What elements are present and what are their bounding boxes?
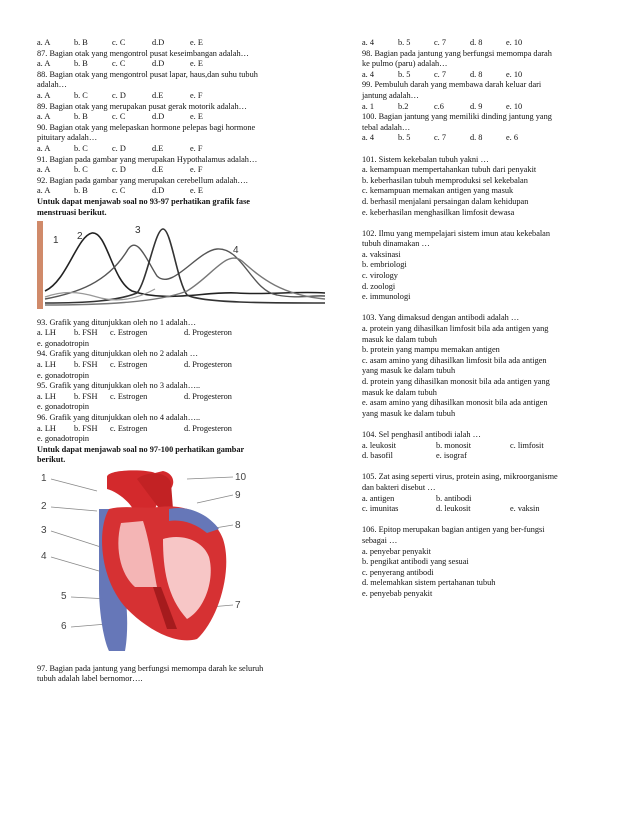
text-line: 104. Sel penghasil antibodi ialah … bbox=[362, 429, 481, 439]
answer-option: c. Estrogen bbox=[110, 328, 148, 338]
answer-option: a. leukosit bbox=[362, 440, 397, 450]
text-line: b. keberhasilan tubuh memproduksi sel kekebalan bbox=[362, 175, 528, 185]
answer-option: b. C bbox=[74, 90, 88, 100]
text-line: masuk ke dalam tubuh bbox=[362, 387, 437, 397]
answer-option: d.D bbox=[152, 186, 165, 196]
answer-options bbox=[37, 165, 327, 176]
answer-option: c. Estrogen bbox=[110, 391, 148, 401]
answer-option: e. F bbox=[190, 90, 203, 100]
answer-options bbox=[362, 494, 607, 505]
question-block bbox=[362, 525, 607, 599]
question-block bbox=[362, 430, 607, 462]
answer-option: b. C bbox=[74, 143, 88, 153]
instruction-line: menstruasi berikut. bbox=[37, 207, 107, 217]
answer-option: e. F bbox=[190, 165, 203, 175]
answer-option: d.D bbox=[152, 59, 165, 69]
text-line: 89. Bagian otak yang merupakan pusat gerak motorik adalah… bbox=[37, 101, 247, 111]
answer-options bbox=[362, 133, 607, 144]
question-block bbox=[362, 155, 607, 219]
block-gap bbox=[362, 303, 607, 314]
text-line: e. gonadotropin bbox=[37, 338, 90, 348]
answer-option: e. 10 bbox=[506, 101, 523, 111]
answer-option: d. Progesteron bbox=[184, 391, 232, 401]
text-line: 105. Zat asing seperti virus, protein asing, mikroorganisme bbox=[362, 472, 558, 482]
text-line: 92. Bagian pada gambar yang merupakan cerebellum adalah…. bbox=[37, 175, 248, 185]
question-block bbox=[362, 38, 607, 144]
block-gap bbox=[362, 515, 607, 526]
text-line: e. gonadotropin bbox=[37, 434, 90, 444]
answer-option: a. LH bbox=[37, 328, 56, 338]
instruction-line: Untuk dapat menjawab soal no 93-97 perhatikan grafik fase bbox=[37, 196, 250, 206]
heart-label: 10 bbox=[235, 472, 247, 483]
block-gap bbox=[362, 462, 607, 473]
answer-option: a. A bbox=[37, 112, 51, 122]
answer-options bbox=[37, 424, 327, 435]
answer-options bbox=[37, 38, 327, 49]
text-line: 98. Bagian pada jantung yang berfungsi memompa darah bbox=[362, 48, 552, 58]
answer-option: b. monosit bbox=[436, 440, 472, 450]
text-line: sebagai … bbox=[362, 535, 398, 545]
questions-86-92 bbox=[37, 38, 327, 197]
right-column bbox=[362, 38, 607, 599]
answer-options bbox=[362, 38, 607, 49]
answer-options bbox=[37, 91, 327, 102]
text-line: a. protein yang dihasilkan limfosit bila ada antigen yang bbox=[362, 324, 549, 334]
text-line: d. protein yang dihasilkan monosit bila ada antigen yang bbox=[362, 377, 550, 386]
answer-option: d. Progesteron bbox=[184, 328, 232, 338]
instruction-line: Untuk dapat menjawab soal no 97-100 perhatikan gambar bbox=[37, 444, 245, 454]
answer-option: a. 4 bbox=[362, 133, 374, 143]
answer-option: c. D bbox=[112, 90, 126, 100]
answer-option: e. isograf bbox=[436, 451, 467, 461]
answer-option: c. D bbox=[112, 165, 126, 175]
heart-diagram bbox=[37, 469, 327, 661]
answer-option: c. C bbox=[112, 38, 126, 47]
answer-option: d. 9 bbox=[470, 101, 483, 111]
heart-label: 2 bbox=[41, 501, 47, 512]
text-line: 102. Ilmu yang mempelajari sistem imun atau kekebalan bbox=[362, 228, 551, 238]
instruction-heart bbox=[37, 445, 327, 466]
answer-option: d. basofil bbox=[362, 451, 393, 461]
text-line: e. asam amino yang dihasilkan monosit bila ada antigen bbox=[362, 398, 548, 408]
question-block bbox=[362, 229, 607, 303]
question-block bbox=[362, 313, 607, 419]
answer-option: b. 5 bbox=[398, 38, 411, 47]
answer-option: c. 7 bbox=[434, 38, 446, 47]
answer-option: a. LH bbox=[37, 360, 56, 370]
answer-options bbox=[362, 504, 607, 515]
text-line: d. zoologi bbox=[362, 281, 396, 291]
left-column bbox=[37, 38, 327, 685]
heart-label: 7 bbox=[235, 600, 241, 611]
text-line: 103. Yang dimaksud dengan antibodi adalah … bbox=[362, 313, 520, 323]
answer-option: e. E bbox=[190, 112, 203, 122]
answer-option: b. B bbox=[74, 186, 88, 196]
answer-option: a. A bbox=[37, 90, 51, 100]
answer-option: a. 4 bbox=[362, 38, 374, 47]
answer-option: b. 5 bbox=[398, 133, 411, 143]
answer-option: d.E bbox=[152, 165, 164, 175]
answer-option: b.2 bbox=[398, 101, 409, 111]
answer-option: c. limfosit bbox=[510, 440, 544, 450]
answer-option: d.D bbox=[152, 38, 165, 47]
text-line: 94. Grafik yang ditunjukkan oleh no 2 adalah … bbox=[37, 349, 199, 359]
answer-option: a. LH bbox=[37, 391, 56, 401]
answer-option: d.E bbox=[152, 90, 164, 100]
text-line: 106. Epitop merupakan bagian antigen yang ber-fungsi bbox=[362, 525, 545, 535]
answer-option: a. LH bbox=[37, 423, 56, 433]
answer-option: b. FSH bbox=[74, 328, 98, 338]
answer-option: b. B bbox=[74, 112, 88, 122]
answer-options bbox=[362, 441, 607, 452]
heart-label: 5 bbox=[61, 591, 67, 602]
block-gap bbox=[362, 419, 607, 430]
text-line: tubuh adalah label bernomor…. bbox=[37, 674, 143, 684]
answer-option: c. imunitas bbox=[362, 504, 399, 514]
text-line: c. asam amino yang dihasilkan limfosit bila ada antigen bbox=[362, 355, 547, 365]
text-line: tebal adalah… bbox=[362, 122, 411, 132]
answer-option: d. Progesteron bbox=[184, 423, 232, 433]
heart-label: 3 bbox=[41, 525, 47, 536]
text-line: e. immunologi bbox=[362, 292, 411, 302]
answer-option: a. A bbox=[37, 59, 51, 69]
text-line: masuk ke dalam tubuh bbox=[362, 334, 437, 344]
text-line: e. gonadotropin bbox=[37, 402, 90, 412]
answer-option: d. Progesteron bbox=[184, 360, 232, 370]
answer-option: e. 6 bbox=[506, 133, 518, 143]
text-line: 99. Pembuluh darah yang membawa darah keluar dari bbox=[362, 80, 542, 90]
text-line: yang masuk ke dalam tubuh bbox=[362, 366, 456, 376]
answer-option: e. F bbox=[190, 143, 203, 153]
answer-option: a. A bbox=[37, 186, 51, 196]
answer-option: a. A bbox=[37, 165, 51, 175]
text-line: 101. Sistem kekebalan tubuh yakni … bbox=[362, 154, 489, 164]
text-line: pituitary adalah… bbox=[37, 133, 98, 143]
answer-option: a. A bbox=[37, 38, 51, 47]
answer-option: e. 10 bbox=[506, 69, 523, 79]
answer-option: a. 1 bbox=[362, 101, 374, 111]
answer-option: e. E bbox=[190, 186, 203, 196]
text-line: 96. Grafik yang ditunjukkan oleh no 4 adalah….. bbox=[37, 413, 201, 423]
answer-option: b. B bbox=[74, 59, 88, 69]
answer-option: d. 8 bbox=[470, 69, 483, 79]
text-line: b. pengikat antibodi yang sesuai bbox=[362, 557, 469, 567]
instruction-graph bbox=[37, 197, 327, 218]
text-line: e. gonadotropin bbox=[37, 370, 90, 380]
text-line: jantung adalah… bbox=[362, 90, 419, 100]
heart-label: 4 bbox=[41, 551, 47, 562]
answer-option: b. FSH bbox=[74, 391, 98, 401]
answer-option: c. 7 bbox=[434, 133, 446, 143]
answer-option: b. antibodi bbox=[436, 493, 472, 503]
heart-label: 6 bbox=[61, 621, 67, 632]
questions-93-96 bbox=[37, 318, 327, 445]
graph-label: 3 bbox=[135, 225, 141, 237]
heart-label: 9 bbox=[235, 490, 241, 501]
text-line: yang masuk ke dalam tubuh bbox=[362, 408, 456, 418]
instruction-line: berikut. bbox=[37, 455, 66, 465]
graph-label: 2 bbox=[77, 231, 83, 243]
answer-option: d. leukosit bbox=[436, 504, 471, 514]
answer-option: b. FSH bbox=[74, 423, 98, 433]
answer-options bbox=[37, 328, 327, 339]
heart-label: 8 bbox=[235, 520, 241, 531]
text-line: c. kemampuan memakan antigen yang masuk bbox=[362, 186, 514, 196]
answer-option: e. E bbox=[190, 59, 203, 69]
text-line: e. penyebab penyakit bbox=[362, 588, 433, 598]
answer-options bbox=[362, 102, 607, 113]
answer-options bbox=[362, 451, 607, 462]
text-line: ke pulmo (paru) adalah… bbox=[362, 59, 448, 69]
answer-options bbox=[37, 186, 327, 197]
answer-option: b. 5 bbox=[398, 69, 411, 79]
answer-option: c. 7 bbox=[434, 69, 446, 79]
text-line: 90. Bagian otak yang melepaskan hormone pelepas bagi hormone bbox=[37, 122, 256, 132]
answer-option: c. C bbox=[112, 112, 126, 122]
text-line: dan bakteri disebut … bbox=[362, 482, 436, 492]
text-line: b. protein yang mampu memakan antigen bbox=[362, 345, 500, 355]
block-gap bbox=[362, 144, 607, 155]
text-line: a. kemampuan mempertahankan tubuh dari penyakit bbox=[362, 165, 537, 175]
text-line: adalah… bbox=[37, 80, 67, 90]
text-line: 93. Grafik yang ditunjukkan oleh no 1 adalah… bbox=[37, 317, 196, 327]
text-line: b. embriologi bbox=[362, 260, 407, 270]
text-line: c. virology bbox=[362, 271, 398, 281]
answer-option: c. D bbox=[112, 143, 126, 153]
graph-label: 1 bbox=[53, 235, 59, 247]
answer-option: d.E bbox=[152, 143, 164, 153]
answer-options bbox=[37, 392, 327, 403]
question-block bbox=[362, 472, 607, 514]
answer-option: a. A bbox=[37, 143, 51, 153]
answer-option: e. vaksin bbox=[510, 504, 540, 514]
answer-option: d. 8 bbox=[470, 133, 483, 143]
answer-option: c. C bbox=[112, 59, 126, 69]
text-line: e. keberhasilan menghasilkan limfosit dewasa bbox=[362, 207, 515, 217]
answer-option: b. FSH bbox=[74, 360, 98, 370]
graph-label: 4 bbox=[233, 245, 239, 257]
answer-option: b. B bbox=[74, 38, 88, 47]
text-line: 97. Bagian pada jantung yang berfungsi memompa darah ke seluruh bbox=[37, 663, 264, 673]
answer-option: a. antigen bbox=[362, 493, 395, 503]
text-line: a. penyebar penyakit bbox=[362, 546, 431, 556]
answer-options bbox=[362, 70, 607, 81]
text-line: 95. Grafik yang ditunjukkan oleh no 3 adalah….. bbox=[37, 381, 201, 391]
answer-option: a. 4 bbox=[362, 69, 374, 79]
answer-option: c.6 bbox=[434, 101, 444, 111]
block-gap bbox=[362, 218, 607, 229]
answer-option: d.D bbox=[152, 112, 165, 122]
text-line: 88. Bagian otak yang mengontrol pusat lapar, haus,dan suhu tubuh bbox=[37, 69, 258, 79]
menstrual-cycle-graph bbox=[37, 221, 327, 315]
answer-options bbox=[37, 112, 327, 123]
answer-options bbox=[37, 144, 327, 155]
answer-option: c. Estrogen bbox=[110, 360, 148, 370]
text-line: a. vaksinasi bbox=[362, 249, 401, 259]
answer-option: e. 10 bbox=[506, 38, 523, 47]
answer-option: c. Estrogen bbox=[110, 423, 148, 433]
text-line: 87. Bagian otak yang mengontrol pusat keseimbangan adalah… bbox=[37, 48, 249, 58]
text-line: d. berhasil menjalani persaingan dalam kehidupan bbox=[362, 196, 529, 206]
heart-label: 1 bbox=[41, 473, 47, 484]
answer-option: b. C bbox=[74, 165, 88, 175]
answer-option: e. E bbox=[190, 38, 203, 47]
text-line: c. penyerang antibodi bbox=[362, 567, 434, 577]
question-97 bbox=[37, 664, 327, 685]
text-line: tubuh dinamakan … bbox=[362, 239, 430, 249]
answer-options bbox=[37, 59, 327, 70]
answer-options bbox=[37, 360, 327, 371]
text-line: d. melemahkan sistem pertahanan tubuh bbox=[362, 578, 496, 588]
answer-option: c. C bbox=[112, 186, 126, 196]
answer-option: d. 8 bbox=[470, 38, 483, 47]
text-line: 100. Bagian jantung yang memiliki dinding jantung yang bbox=[362, 112, 552, 122]
text-line: 91. Bagian pada gambar yang merupakan Hypothalamus adalah… bbox=[37, 154, 258, 164]
